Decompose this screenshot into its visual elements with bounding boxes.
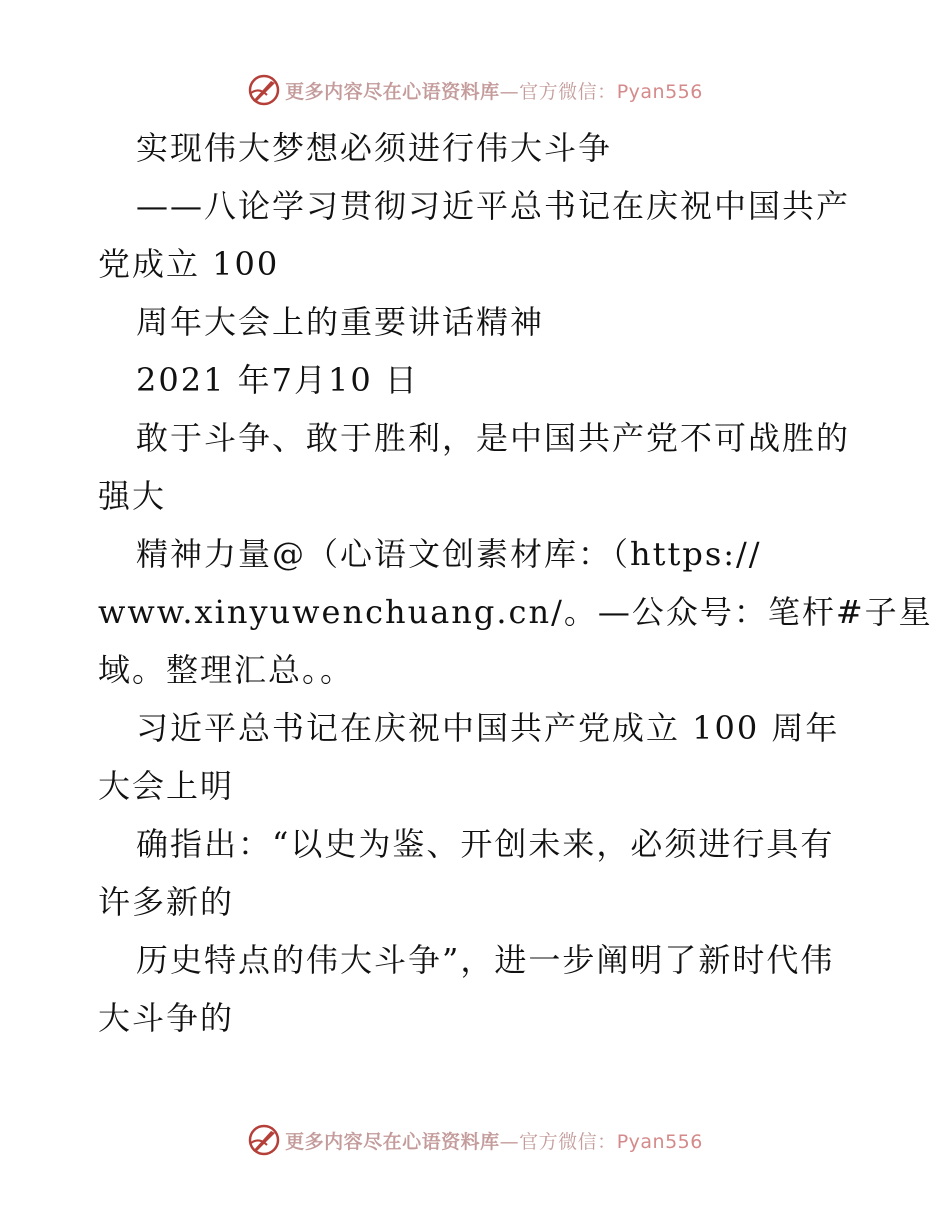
header-watermark-text <box>285 77 703 104</box>
doc-paragraph-line: www.xinyuwenchuang.cn/。—公众号：笔杆#子星 <box>98 593 933 631</box>
header-watermark-main: 更多内容尽在心语资料库 <box>285 80 500 103</box>
doc-paragraph-line: 敢于斗争、敢于胜利，是中国共产党不可战胜的 <box>136 419 851 457</box>
header-watermark-id: Pyan556 <box>616 80 703 103</box>
doc-paragraph-line: 大斗争的 <box>98 999 235 1037</box>
doc-paragraph-line: 域。整理汇总。。 <box>98 651 355 689</box>
footer-watermark-main: 更多内容尽在心语资料库 <box>285 1130 500 1153</box>
doc-paragraph-line: 历史特点的伟大斗争”，进一步阐明了新时代伟 <box>136 941 835 979</box>
doc-paragraph-line: 许多新的 <box>98 883 235 921</box>
doc-subtitle-line-3: 周年大会上的重要讲话精神 <box>136 303 545 341</box>
doc-title: 实现伟大梦想必须进行伟大斗争 <box>136 129 613 167</box>
quill-logo-icon <box>247 1123 281 1157</box>
doc-date: 2021 年7月10 日 <box>136 361 419 399</box>
footer-watermark-sep: — <box>499 1130 520 1153</box>
quill-logo-icon <box>247 73 281 107</box>
footer-watermark-wechat: 官方微信： <box>519 1130 617 1153</box>
doc-paragraph-line: 精神力量@（心语文创素材库：（https:// <box>136 535 762 573</box>
header-watermark <box>0 70 950 110</box>
doc-subtitle-line-2: 党成立 100 <box>98 245 280 283</box>
footer-watermark-id: Pyan556 <box>616 1130 703 1153</box>
doc-paragraph-line: 确指出：“以史为鉴、开创未来，必须进行具有 <box>136 825 835 863</box>
header-watermark-sep: — <box>499 80 520 103</box>
doc-paragraph-line: 习近平总书记在庆祝中国共产党成立 100 周年 <box>136 709 840 747</box>
header-watermark-wechat: 官方微信： <box>519 80 617 103</box>
footer-watermark-text <box>285 1127 703 1154</box>
doc-paragraph-line: 强大 <box>98 477 167 515</box>
doc-paragraph-line: 大会上明 <box>98 767 235 805</box>
document-body <box>98 119 933 1047</box>
doc-subtitle-line-1: ——八论学习贯彻习近平总书记在庆祝中国共产 <box>136 187 851 225</box>
footer-watermark <box>0 1120 950 1160</box>
